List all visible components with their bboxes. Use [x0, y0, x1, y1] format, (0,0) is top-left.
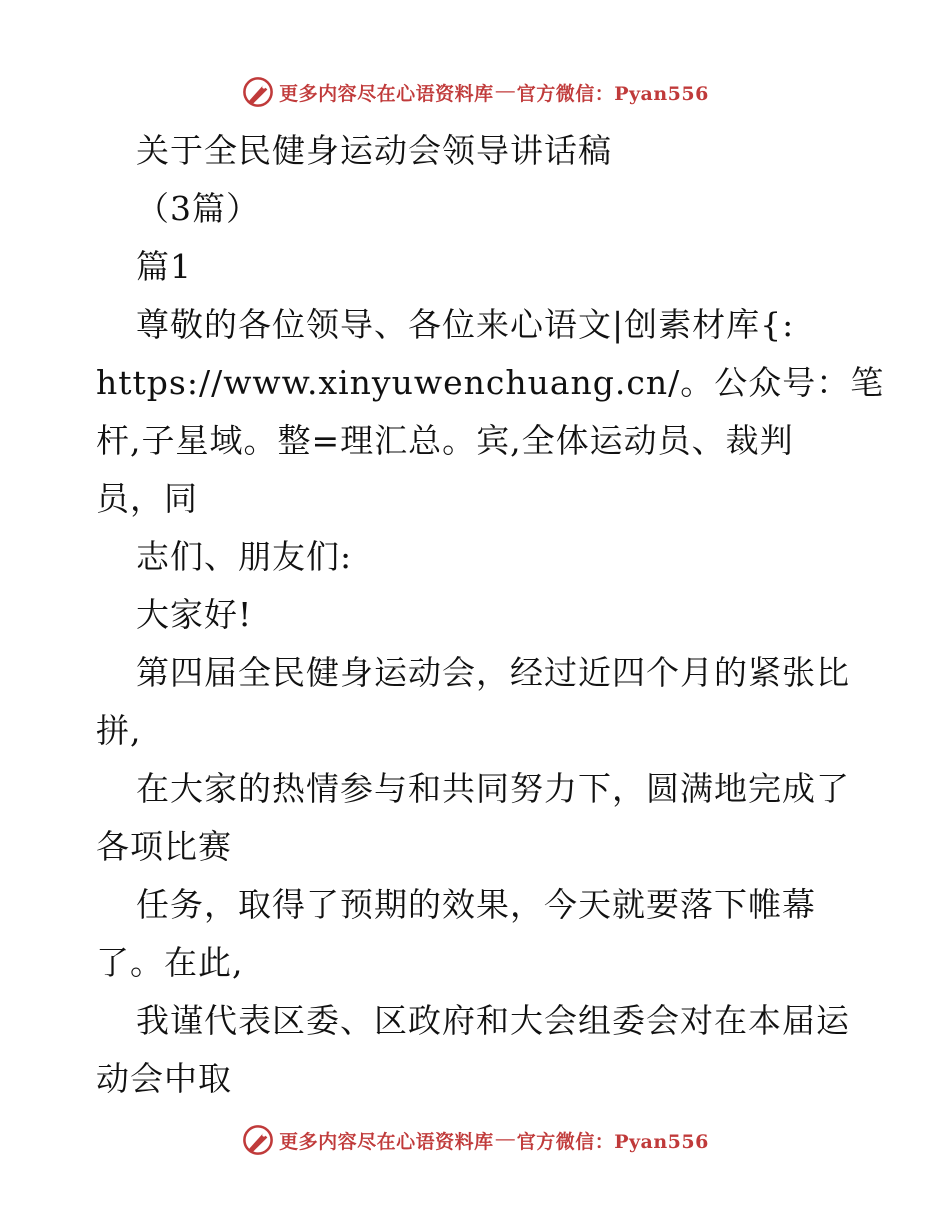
- banner-contact: 官方微信：Pyan556: [516, 82, 709, 105]
- banner-separator: —: [495, 1129, 515, 1150]
- paragraph-line: 尊敬的各位领导、各位来心语文|创素材库{:: [136, 305, 795, 344]
- pen-nib-logo-icon: [241, 75, 275, 109]
- paragraph-line: 第四届全民健身运动会，经过近四个月的紧张比: [136, 653, 850, 692]
- paragraph-line: https://www.xinyuwenchuang.cn/。公众号：笔: [96, 363, 885, 402]
- paragraph-line: 各项比赛: [96, 827, 232, 866]
- banner-promo-text: 更多内容尽在心语资料库: [279, 1130, 494, 1153]
- pen-nib-logo-icon: [241, 1123, 275, 1157]
- section-heading: 篇1: [136, 247, 192, 286]
- document-body: [96, 122, 885, 1108]
- greeting-line: 大家好!: [136, 595, 253, 634]
- paragraph-line: 了。在此,: [96, 943, 244, 982]
- document-title: 关于全民健身运动会领导讲话稿: [136, 131, 612, 170]
- paragraph-line: 任务，取得了预期的效果，今天就要落下帷幕: [136, 885, 816, 924]
- banner-promo-text: 更多内容尽在心语资料库: [279, 82, 494, 105]
- banner-contact: 官方微信：Pyan556: [516, 1130, 709, 1153]
- paragraph-line: 员，同: [96, 479, 198, 518]
- paragraph-line: 拼,: [96, 711, 142, 750]
- paragraph-line: 动会中取: [96, 1059, 232, 1098]
- paragraph-line: 杆,子星域。整=理汇总。宾,全体运动员、裁判: [96, 421, 794, 460]
- document-subtitle: （3篇）: [136, 189, 260, 228]
- paragraph-line: 我谨代表区委、区政府和大会组委会对在本届运: [136, 1001, 850, 1040]
- paragraph-line: 志们、朋友们:: [136, 537, 353, 576]
- banner-separator: —: [495, 81, 515, 102]
- paragraph-line: 在大家的热情参与和共同努力下，圆满地完成了: [136, 769, 850, 808]
- header-banner: [0, 72, 950, 112]
- footer-banner: [0, 1120, 950, 1160]
